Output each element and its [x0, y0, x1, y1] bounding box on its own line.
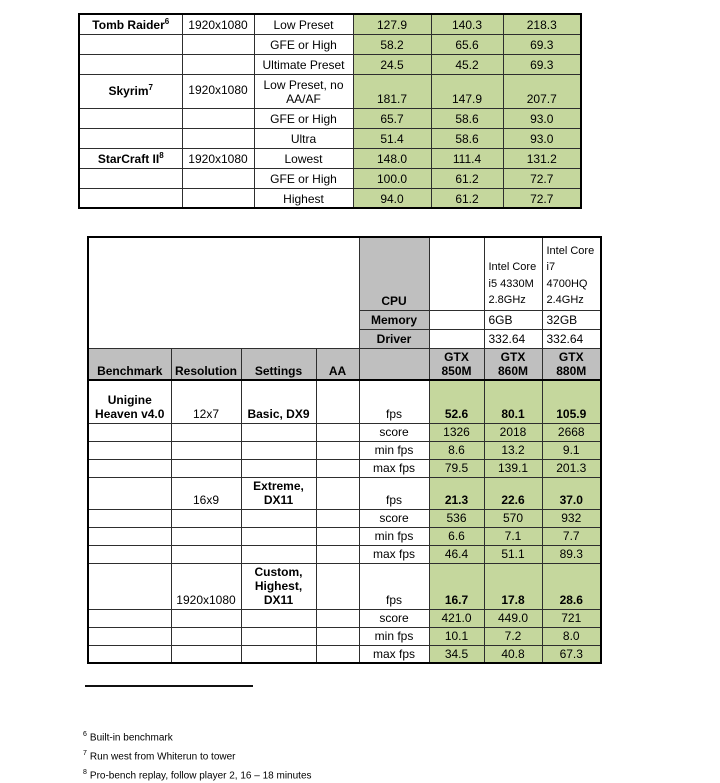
result-row	[88, 441, 601, 459]
footnotes	[83, 727, 312, 783]
value-cell: 58.6	[431, 128, 503, 148]
setting-cell: Lowest	[254, 148, 353, 168]
game-cell	[79, 168, 182, 188]
value-cell: 58.2	[353, 34, 431, 54]
resolution-cell	[182, 128, 254, 148]
footnote	[83, 765, 312, 783]
resolution-cell	[182, 54, 254, 74]
result-row	[88, 477, 601, 509]
value-cell: 207.7	[503, 74, 581, 108]
result-cell: 21.3	[429, 477, 484, 509]
footnote-number: 8	[83, 768, 87, 776]
result-cell: 932	[542, 509, 601, 527]
value-cell: 93.0	[503, 108, 581, 128]
aa-cell	[316, 441, 359, 459]
value-cell: 100.0	[353, 168, 431, 188]
benchmark-cell	[88, 509, 171, 527]
settings-cell: Basic, DX9	[241, 380, 316, 423]
game-cell	[79, 188, 182, 208]
value-cell: 58.6	[431, 108, 503, 128]
result-row	[88, 527, 601, 545]
value-cell: 24.5	[353, 54, 431, 74]
footnote-ref: 7	[148, 82, 153, 92]
header-cell-settings: Settings	[241, 348, 316, 380]
resolution-cell	[171, 609, 241, 627]
benchmark-cell	[88, 459, 171, 477]
benchmark-cell	[88, 423, 171, 441]
value-cell: 218.3	[503, 14, 581, 34]
resolution-cell: 16x9	[171, 477, 241, 509]
result-cell: 449.0	[484, 609, 542, 627]
result-cell: 28.6	[542, 563, 601, 609]
value-cell: 45.2	[431, 54, 503, 74]
result-cell: 46.4	[429, 545, 484, 563]
result-cell: 37.0	[542, 477, 601, 509]
value-cell: 51.4	[353, 128, 431, 148]
table-row	[79, 74, 581, 108]
settings-cell	[241, 441, 316, 459]
result-cell: 16.7	[429, 563, 484, 609]
footnote-ref: 6	[164, 17, 170, 27]
result-cell: 7.7	[542, 527, 601, 545]
game-name: Skyrim	[108, 83, 149, 98]
metric-cell: fps	[359, 563, 429, 609]
settings-cell	[241, 459, 316, 477]
aa-cell	[316, 545, 359, 563]
aa-cell	[316, 423, 359, 441]
resolution-cell: 12x7	[171, 380, 241, 423]
resolution-cell	[171, 459, 241, 477]
result-row	[88, 380, 601, 423]
header-cell-gpu: GTX 860M	[484, 348, 542, 380]
result-cell: 6.6	[429, 527, 484, 545]
value-cell: 65.6	[431, 34, 503, 54]
setting-cell: GFE or High	[254, 108, 353, 128]
resolution-cell: 1920x1080	[171, 563, 241, 609]
value-cell: 131.2	[503, 148, 581, 168]
resolution-cell	[171, 423, 241, 441]
aa-cell	[316, 509, 359, 527]
result-cell: 7.1	[484, 527, 542, 545]
benchmark-cell: Unigine Heaven v4.0	[88, 380, 171, 423]
game-cell	[79, 128, 182, 148]
game-cell	[79, 34, 182, 54]
metric-cell: min fps	[359, 441, 429, 459]
spec-value-cell: Intel Core i5 4330M 2.8GHz	[484, 237, 542, 310]
table-row	[79, 128, 581, 148]
table-row	[79, 54, 581, 74]
settings-cell: Extreme, DX11	[241, 477, 316, 509]
resolution-cell	[182, 188, 254, 208]
header-cell-gpu: GTX 850M	[429, 348, 484, 380]
table-row	[79, 108, 581, 128]
header-cell-spacer	[359, 348, 429, 380]
result-cell: 1326	[429, 423, 484, 441]
metric-cell: score	[359, 509, 429, 527]
settings-cell	[241, 423, 316, 441]
game-benchmark-table	[78, 13, 582, 209]
value-cell: 147.9	[431, 74, 503, 108]
footnote-number: 6	[83, 731, 87, 738]
result-cell: 17.8	[484, 563, 542, 609]
metric-cell: fps	[359, 477, 429, 509]
result-cell: 7.2	[484, 627, 542, 645]
resolution-cell: 1920x1080	[182, 14, 254, 34]
setting-cell: Low Preset, no AA/AF	[254, 74, 353, 108]
footnote-text: Run west from Whiterun to tower	[89, 751, 236, 763]
result-cell: 570	[484, 509, 542, 527]
resolution-cell	[171, 627, 241, 645]
spec-row	[88, 237, 601, 310]
result-cell: 40.8	[484, 645, 542, 663]
game-cell	[79, 74, 182, 108]
result-cell: 2668	[542, 423, 601, 441]
result-cell: 52.6	[429, 380, 484, 423]
metric-cell: fps	[359, 380, 429, 423]
benchmark-cell	[88, 563, 171, 609]
metric-cell: min fps	[359, 527, 429, 545]
footnote	[83, 727, 312, 746]
result-cell: 8.0	[542, 627, 601, 645]
footnote	[83, 746, 312, 765]
spec-label-cell: Memory	[359, 310, 429, 329]
aa-cell	[316, 627, 359, 645]
setting-cell: Highest	[254, 188, 353, 208]
result-row	[88, 423, 601, 441]
metric-cell: max fps	[359, 459, 429, 477]
resolution-cell	[182, 34, 254, 54]
aa-cell	[316, 477, 359, 509]
resolution-cell	[182, 168, 254, 188]
blank-area	[88, 237, 359, 348]
aa-cell	[316, 459, 359, 477]
value-cell: 140.3	[431, 14, 503, 34]
result-cell: 139.1	[484, 459, 542, 477]
settings-cell: Custom, Highest, DX11	[241, 563, 316, 609]
game-cell	[79, 148, 182, 168]
game-name: StarCraft II	[97, 152, 160, 167]
table-row	[79, 148, 581, 168]
settings-cell	[241, 609, 316, 627]
result-row	[88, 459, 601, 477]
value-cell: 72.7	[503, 168, 581, 188]
value-cell: 94.0	[353, 188, 431, 208]
table-row	[79, 188, 581, 208]
game-name: Tomb Raider	[92, 18, 165, 33]
result-row	[88, 545, 601, 563]
result-row	[88, 645, 601, 663]
result-cell: 2018	[484, 423, 542, 441]
spec-value-cell: 32GB	[542, 310, 601, 329]
result-cell: 67.3	[542, 645, 601, 663]
value-cell: 65.7	[353, 108, 431, 128]
heaven-benchmark-table	[87, 236, 602, 664]
benchmark-cell	[88, 609, 171, 627]
setting-cell: Low Preset	[254, 14, 353, 34]
resolution-cell: 1920x1080	[182, 74, 254, 108]
settings-cell	[241, 527, 316, 545]
result-cell: 13.2	[484, 441, 542, 459]
resolution-cell	[171, 527, 241, 545]
resolution-cell	[182, 108, 254, 128]
table-row	[79, 168, 581, 188]
settings-cell	[241, 509, 316, 527]
aa-cell	[316, 527, 359, 545]
result-cell: 51.1	[484, 545, 542, 563]
metric-cell: min fps	[359, 627, 429, 645]
result-row	[88, 509, 601, 527]
value-cell: 111.4	[431, 148, 503, 168]
settings-cell	[241, 645, 316, 663]
result-row	[88, 563, 601, 609]
footnote-number: 7	[83, 749, 87, 757]
spec-value-cell: 6GB	[484, 310, 542, 329]
benchmark-cell	[88, 627, 171, 645]
setting-cell: Ultimate Preset	[254, 54, 353, 74]
result-cell: 105.9	[542, 380, 601, 423]
value-cell: 127.9	[353, 14, 431, 34]
result-cell: 721	[542, 609, 601, 627]
table-row	[79, 14, 581, 34]
setting-cell: Ultra	[254, 128, 353, 148]
result-cell: 34.5	[429, 645, 484, 663]
metric-cell: max fps	[359, 645, 429, 663]
settings-cell	[241, 545, 316, 563]
value-cell: 148.0	[353, 148, 431, 168]
result-cell: 80.1	[484, 380, 542, 423]
game-cell	[79, 108, 182, 128]
game-cell	[79, 14, 182, 34]
result-row	[88, 609, 601, 627]
result-cell: 89.3	[542, 545, 601, 563]
header-cell-aa: AA	[316, 348, 359, 380]
result-cell: 536	[429, 509, 484, 527]
table-row	[79, 34, 581, 54]
footnote-separator	[85, 685, 253, 687]
resolution-cell	[171, 645, 241, 663]
spec-value-cell	[429, 329, 484, 348]
benchmark-cell	[88, 645, 171, 663]
result-cell: 79.5	[429, 459, 484, 477]
benchmark-cell	[88, 545, 171, 563]
setting-cell: GFE or High	[254, 168, 353, 188]
resolution-cell	[171, 509, 241, 527]
footnote-ref: 8	[159, 151, 164, 161]
result-cell: 201.3	[542, 459, 601, 477]
game-cell	[79, 54, 182, 74]
resolution-cell	[171, 441, 241, 459]
value-cell: 181.7	[353, 74, 431, 108]
header-cell-benchmark: Benchmark	[88, 348, 171, 380]
result-cell: 9.1	[542, 441, 601, 459]
header-cell-resolution: Resolution	[171, 348, 241, 380]
spec-value-cell	[429, 310, 484, 329]
benchmark-cell	[88, 477, 171, 509]
value-cell: 72.7	[503, 188, 581, 208]
resolution-cell	[171, 545, 241, 563]
metric-cell: score	[359, 609, 429, 627]
value-cell: 69.3	[503, 54, 581, 74]
value-cell: 93.0	[503, 128, 581, 148]
setting-cell: GFE or High	[254, 34, 353, 54]
header-cell-gpu: GTX 880M	[542, 348, 601, 380]
value-cell: 61.2	[431, 188, 503, 208]
spec-value-cell: 332.64	[542, 329, 601, 348]
spec-label-cell: CPU	[359, 237, 429, 310]
resolution-cell: 1920x1080	[182, 148, 254, 168]
aa-cell	[316, 380, 359, 423]
benchmark-cell	[88, 441, 171, 459]
metric-cell: score	[359, 423, 429, 441]
spec-label-cell: Driver	[359, 329, 429, 348]
result-cell: 8.6	[429, 441, 484, 459]
aa-cell	[316, 609, 359, 627]
spec-value-cell: 332.64	[484, 329, 542, 348]
result-row	[88, 627, 601, 645]
footnote-text: Built-in benchmark	[89, 732, 173, 744]
benchmark-cell	[88, 527, 171, 545]
footnote-text: Pro-bench replay, follow player 2, 16 – 18 minutes	[89, 769, 312, 781]
aa-cell	[316, 645, 359, 663]
result-cell: 22.6	[484, 477, 542, 509]
metric-cell: max fps	[359, 545, 429, 563]
settings-cell	[241, 627, 316, 645]
result-cell: 421.0	[429, 609, 484, 627]
header-row	[88, 348, 601, 380]
spec-value-cell	[429, 237, 484, 310]
result-cell: 10.1	[429, 627, 484, 645]
value-cell: 69.3	[503, 34, 581, 54]
value-cell: 61.2	[431, 168, 503, 188]
aa-cell	[316, 563, 359, 609]
spec-value-cell: Intel Core i7 4700HQ 2.4GHz	[542, 237, 601, 310]
